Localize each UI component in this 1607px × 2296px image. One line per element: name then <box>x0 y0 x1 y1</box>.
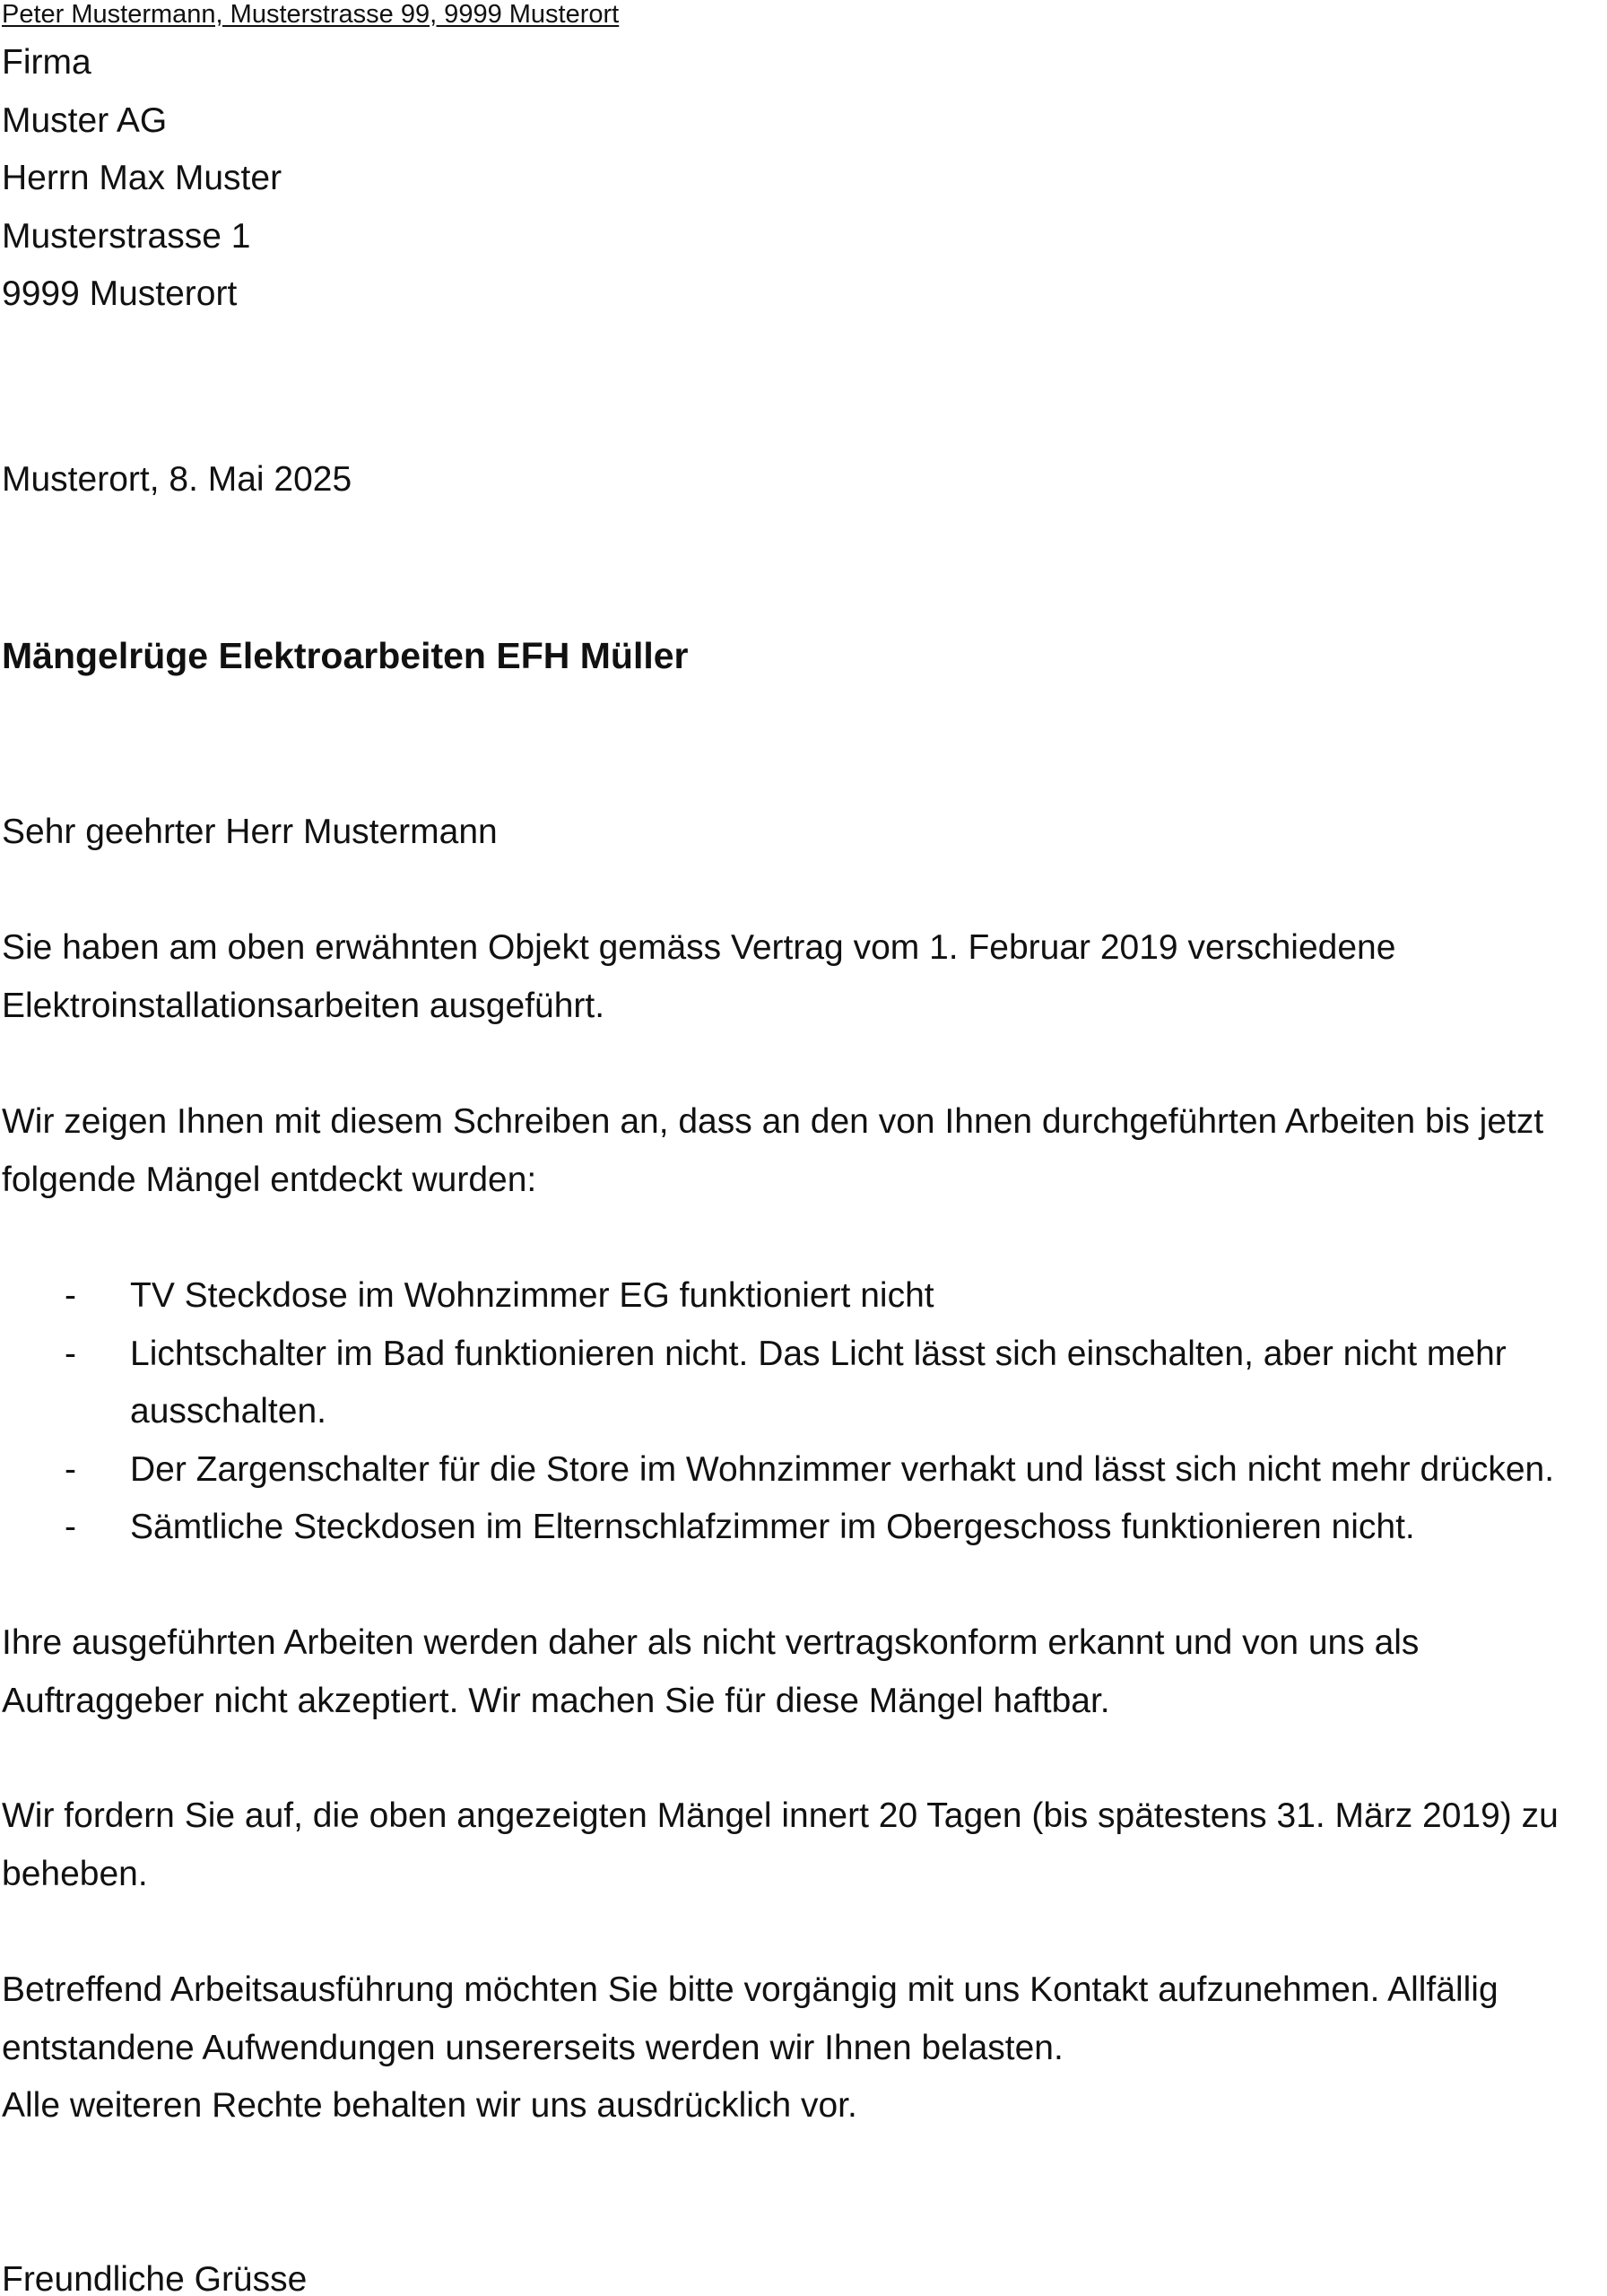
list-item-text: Der Zargenschalter für die Store im Wohnzimmer verhakt und lässt sich nicht mehr drücken. <box>130 1449 1555 1489</box>
paragraph-line: Elektroinstallationsarbeiten ausgeführt. <box>2 986 605 1025</box>
list-bullet: - <box>65 1276 76 1315</box>
paragraph-liability <box>2 1614 1419 1730</box>
paragraph-line: Ihre ausgeführten Arbeiten werden daher als nicht vertragskonform erkannt und von uns als <box>2 1623 1420 1662</box>
paragraph-line: folgende Mängel entdeckt wurden: <box>2 1160 537 1199</box>
paragraph-deadline <box>2 1787 1559 1903</box>
list-bullet: - <box>65 1449 76 1489</box>
paragraph-notice <box>2 1093 1543 1209</box>
paragraph-line: Wir zeigen Ihnen mit diesem Schreiben an, dass an den von Ihnen durchgeführten Arbeiten bis jetzt <box>2 1102 1544 1141</box>
paragraph-line: Auftraggeber nicht akzeptiert. Wir machen Sie für diese Mängel haftbar. <box>2 1681 1110 1720</box>
paragraph-line: beheben. <box>2 1854 148 1893</box>
recipient-line-company: Muster AG <box>2 100 168 140</box>
recipient-line-company-type: Firma <box>2 43 91 82</box>
paragraph-contact <box>2 1961 1498 2135</box>
sender-address-line: Peter Mustermann, Musterstrasse 99, 9999 Musterort <box>2 0 620 29</box>
list-item-text: Lichtschalter im Bad funktionieren nicht. Das Licht lässt sich einschalten, aber nicht mehr ausschalten. <box>130 1334 1507 1431</box>
paragraph-line: entstandene Aufwendungen unsererseits werden wir Ihnen belasten. <box>2 2028 1064 2067</box>
recipient-line-person: Herrn Max Muster <box>2 159 282 197</box>
paragraph-line: Wir fordern Sie auf, die oben angezeigten Mängel innert 20 Tagen (bis spätestens 31. März 2019) zu <box>2 1796 1559 1835</box>
list-item-text: TV Steckdose im Wohnzimmer EG funktioniert nicht <box>130 1276 934 1315</box>
letter-date: Musterort, 8. Mai 2025 <box>2 460 352 499</box>
list-item <box>0 1499 1607 1557</box>
recipient-address <box>2 34 282 324</box>
salutation: Sehr geehrter Herr Mustermann <box>2 813 498 851</box>
list-item <box>0 1441 1607 1500</box>
list-item <box>0 1326 1607 1441</box>
list-item-text: Sämtliche Steckdosen im Elternschlafzimmer im Obergeschoss funktionieren nicht. <box>130 1508 1415 1546</box>
recipient-line-city: 9999 Musterort <box>2 274 238 313</box>
paragraph-line: Alle weiteren Rechte behalten wir uns ausdrücklich vor. <box>2 2086 857 2125</box>
recipient-line-street: Musterstrasse 1 <box>2 216 251 256</box>
list-item <box>0 1267 1607 1326</box>
paragraph-line: Betreffend Arbeitsausführung möchten Sie bitte vorgängig mit uns Kontakt aufzunehmen. Allfällig <box>2 1970 1498 2009</box>
paragraph-line: Sie haben am oben erwähnten Objekt gemäss Vertrag vom 1. Februar 2019 verschiedene <box>2 928 1396 967</box>
letter-subject: Mängelrüge Elektroarbeiten EFH Müller <box>2 635 689 676</box>
list-bullet: - <box>65 1508 76 1546</box>
list-bullet: - <box>65 1334 76 1373</box>
closing-greeting: Freundliche Grüsse <box>2 2260 308 2296</box>
paragraph-intro <box>2 919 1395 1035</box>
defects-list <box>0 1267 1607 1557</box>
